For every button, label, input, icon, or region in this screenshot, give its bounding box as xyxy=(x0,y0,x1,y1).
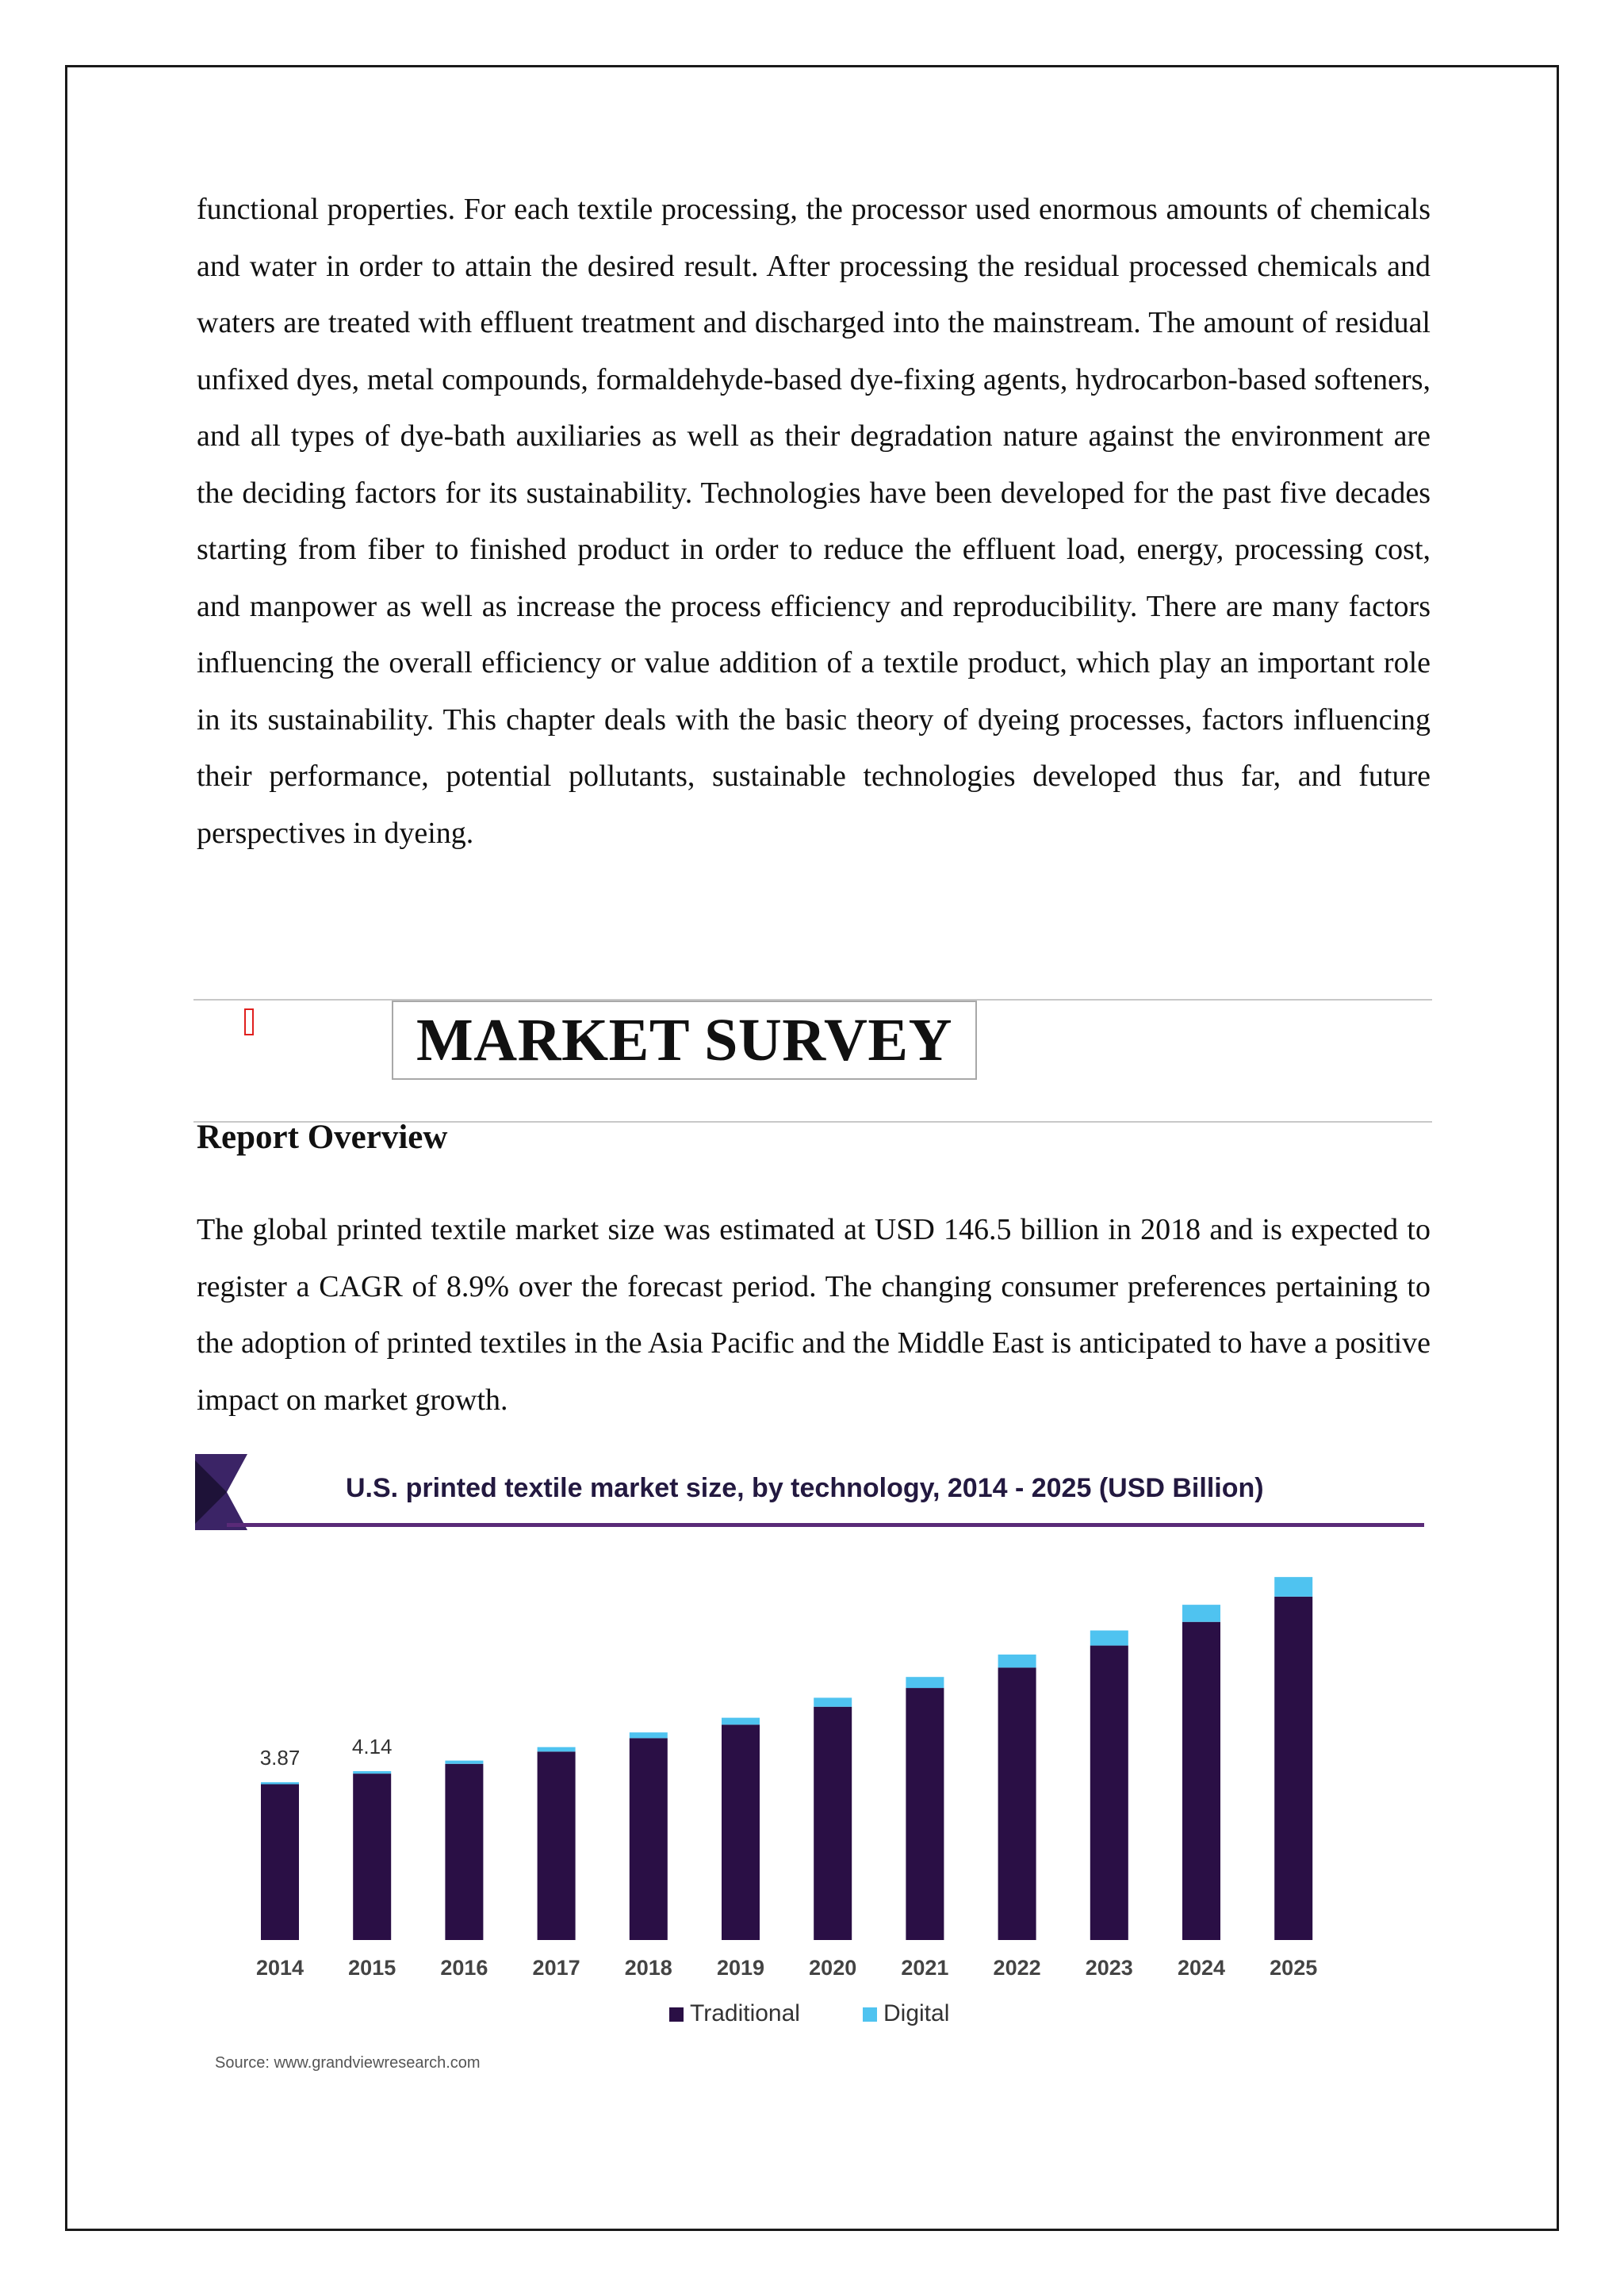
report-overview-heading: Report Overview xyxy=(197,1119,448,1156)
bar-digital-2021 xyxy=(906,1677,944,1688)
chart-title: U.S. printed textile market size, by technology, 2014 - 2025 (USD Billion) xyxy=(346,1473,1264,1503)
bar-digital-2018 xyxy=(630,1732,668,1738)
bar-traditional-2014 xyxy=(261,1784,299,1940)
legend-swatch-traditional xyxy=(669,2007,684,2022)
bar-digital-2017 xyxy=(538,1747,576,1752)
bar-traditional-2022 xyxy=(998,1667,1036,1940)
data-label-2015: 4.14 xyxy=(351,1735,393,1759)
overview-paragraph: The global printed textile market size was estimated at USD 146.5 billion in 2018 and is expected to register a CAGR of 8.9% over the forecast period. The changing consumer preferences pertaining to the adoption of printed textiles in the Asia Pacific and the Middle East is anticipated to have a positive impact on market growth. xyxy=(197,1213,1431,1417)
bar-traditional-2017 xyxy=(538,1751,576,1940)
bar-digital-2023 xyxy=(1090,1631,1128,1646)
chart-source: Source: www.grandviewresearch.com xyxy=(215,2054,481,2072)
x-tick-label-2025: 2025 xyxy=(1270,1956,1318,1980)
bar-digital-2024 xyxy=(1182,1605,1220,1622)
legend-swatch-digital xyxy=(863,2007,877,2022)
x-tick-label-2024: 2024 xyxy=(1177,1956,1226,1980)
bar-traditional-2016 xyxy=(445,1764,483,1940)
x-tick-label-2021: 2021 xyxy=(901,1956,949,1980)
data-label-2014: 3.87 xyxy=(259,1745,301,1770)
bar-digital-2016 xyxy=(445,1761,483,1764)
bar-traditional-2023 xyxy=(1090,1646,1128,1940)
x-tick-label-2020: 2020 xyxy=(809,1956,857,1980)
intro-paragraph: functional properties. For each textile processing, the processor used enormous amounts of chemicals and water in order to attain the desired result. After processing the residual processed chemicals and waters are treated with effluent treatment and discharged into the mainstream. The amount of residual unfixed dyes, metal compounds, formaldehyde-based dye-fixing agents, hydrocarbon-based softeners, and all types of dye-bath auxiliaries as well as their degradation nature against the environment are the deciding factors for its sustainability. Technologies have been developed for the past five decades starting from fiber to finished product in order to reduce the effluent load, energy, processing cost, and manpower as well as increase the process efficiency and reproducibility. There are many factors influencing the overall efficiency or value addition of a textile product, which play an important role in its sustainability. This chapter deals with the basic theory of dyeing processes, factors influencing their performance, potential pollutants, sustainable technologies developed thus far, and future perspectives in dyeing. xyxy=(197,193,1431,850)
bar-traditional-2021 xyxy=(906,1688,944,1940)
section-heading-box xyxy=(392,1001,977,1080)
missing-glyph-icon xyxy=(244,1008,254,1035)
bar-digital-2022 xyxy=(998,1655,1036,1667)
legend-label-digital: Digital xyxy=(883,2000,950,2026)
legend-label-traditional: Traditional xyxy=(690,2000,800,2026)
x-tick-label-2016: 2016 xyxy=(440,1956,488,1980)
section-heading: MARKET SURVEY xyxy=(416,1006,952,1073)
bar-traditional-2020 xyxy=(814,1707,852,1940)
bar-digital-2015 xyxy=(353,1771,391,1774)
x-tick-label-2017: 2017 xyxy=(532,1956,580,1980)
x-tick-label-2015: 2015 xyxy=(348,1956,396,1980)
x-tick-label-2018: 2018 xyxy=(624,1956,672,1980)
x-tick-label-2022: 2022 xyxy=(993,1956,1041,1980)
bar-digital-2025 xyxy=(1274,1577,1312,1597)
bar-traditional-2024 xyxy=(1182,1622,1220,1940)
bar-traditional-2018 xyxy=(630,1738,668,1940)
bar-digital-2020 xyxy=(814,1697,852,1706)
bar-traditional-2015 xyxy=(353,1774,391,1940)
bar-digital-2019 xyxy=(722,1718,760,1725)
x-tick-label-2019: 2019 xyxy=(716,1956,765,1980)
chart-plot xyxy=(195,1454,1432,2088)
market-chart xyxy=(195,1454,1432,2088)
bar-traditional-2025 xyxy=(1274,1597,1312,1940)
bar-digital-2014 xyxy=(261,1782,299,1785)
x-tick-label-2023: 2023 xyxy=(1085,1956,1133,1980)
x-tick-label-2014: 2014 xyxy=(255,1956,304,1980)
bar-traditional-2019 xyxy=(722,1724,760,1940)
